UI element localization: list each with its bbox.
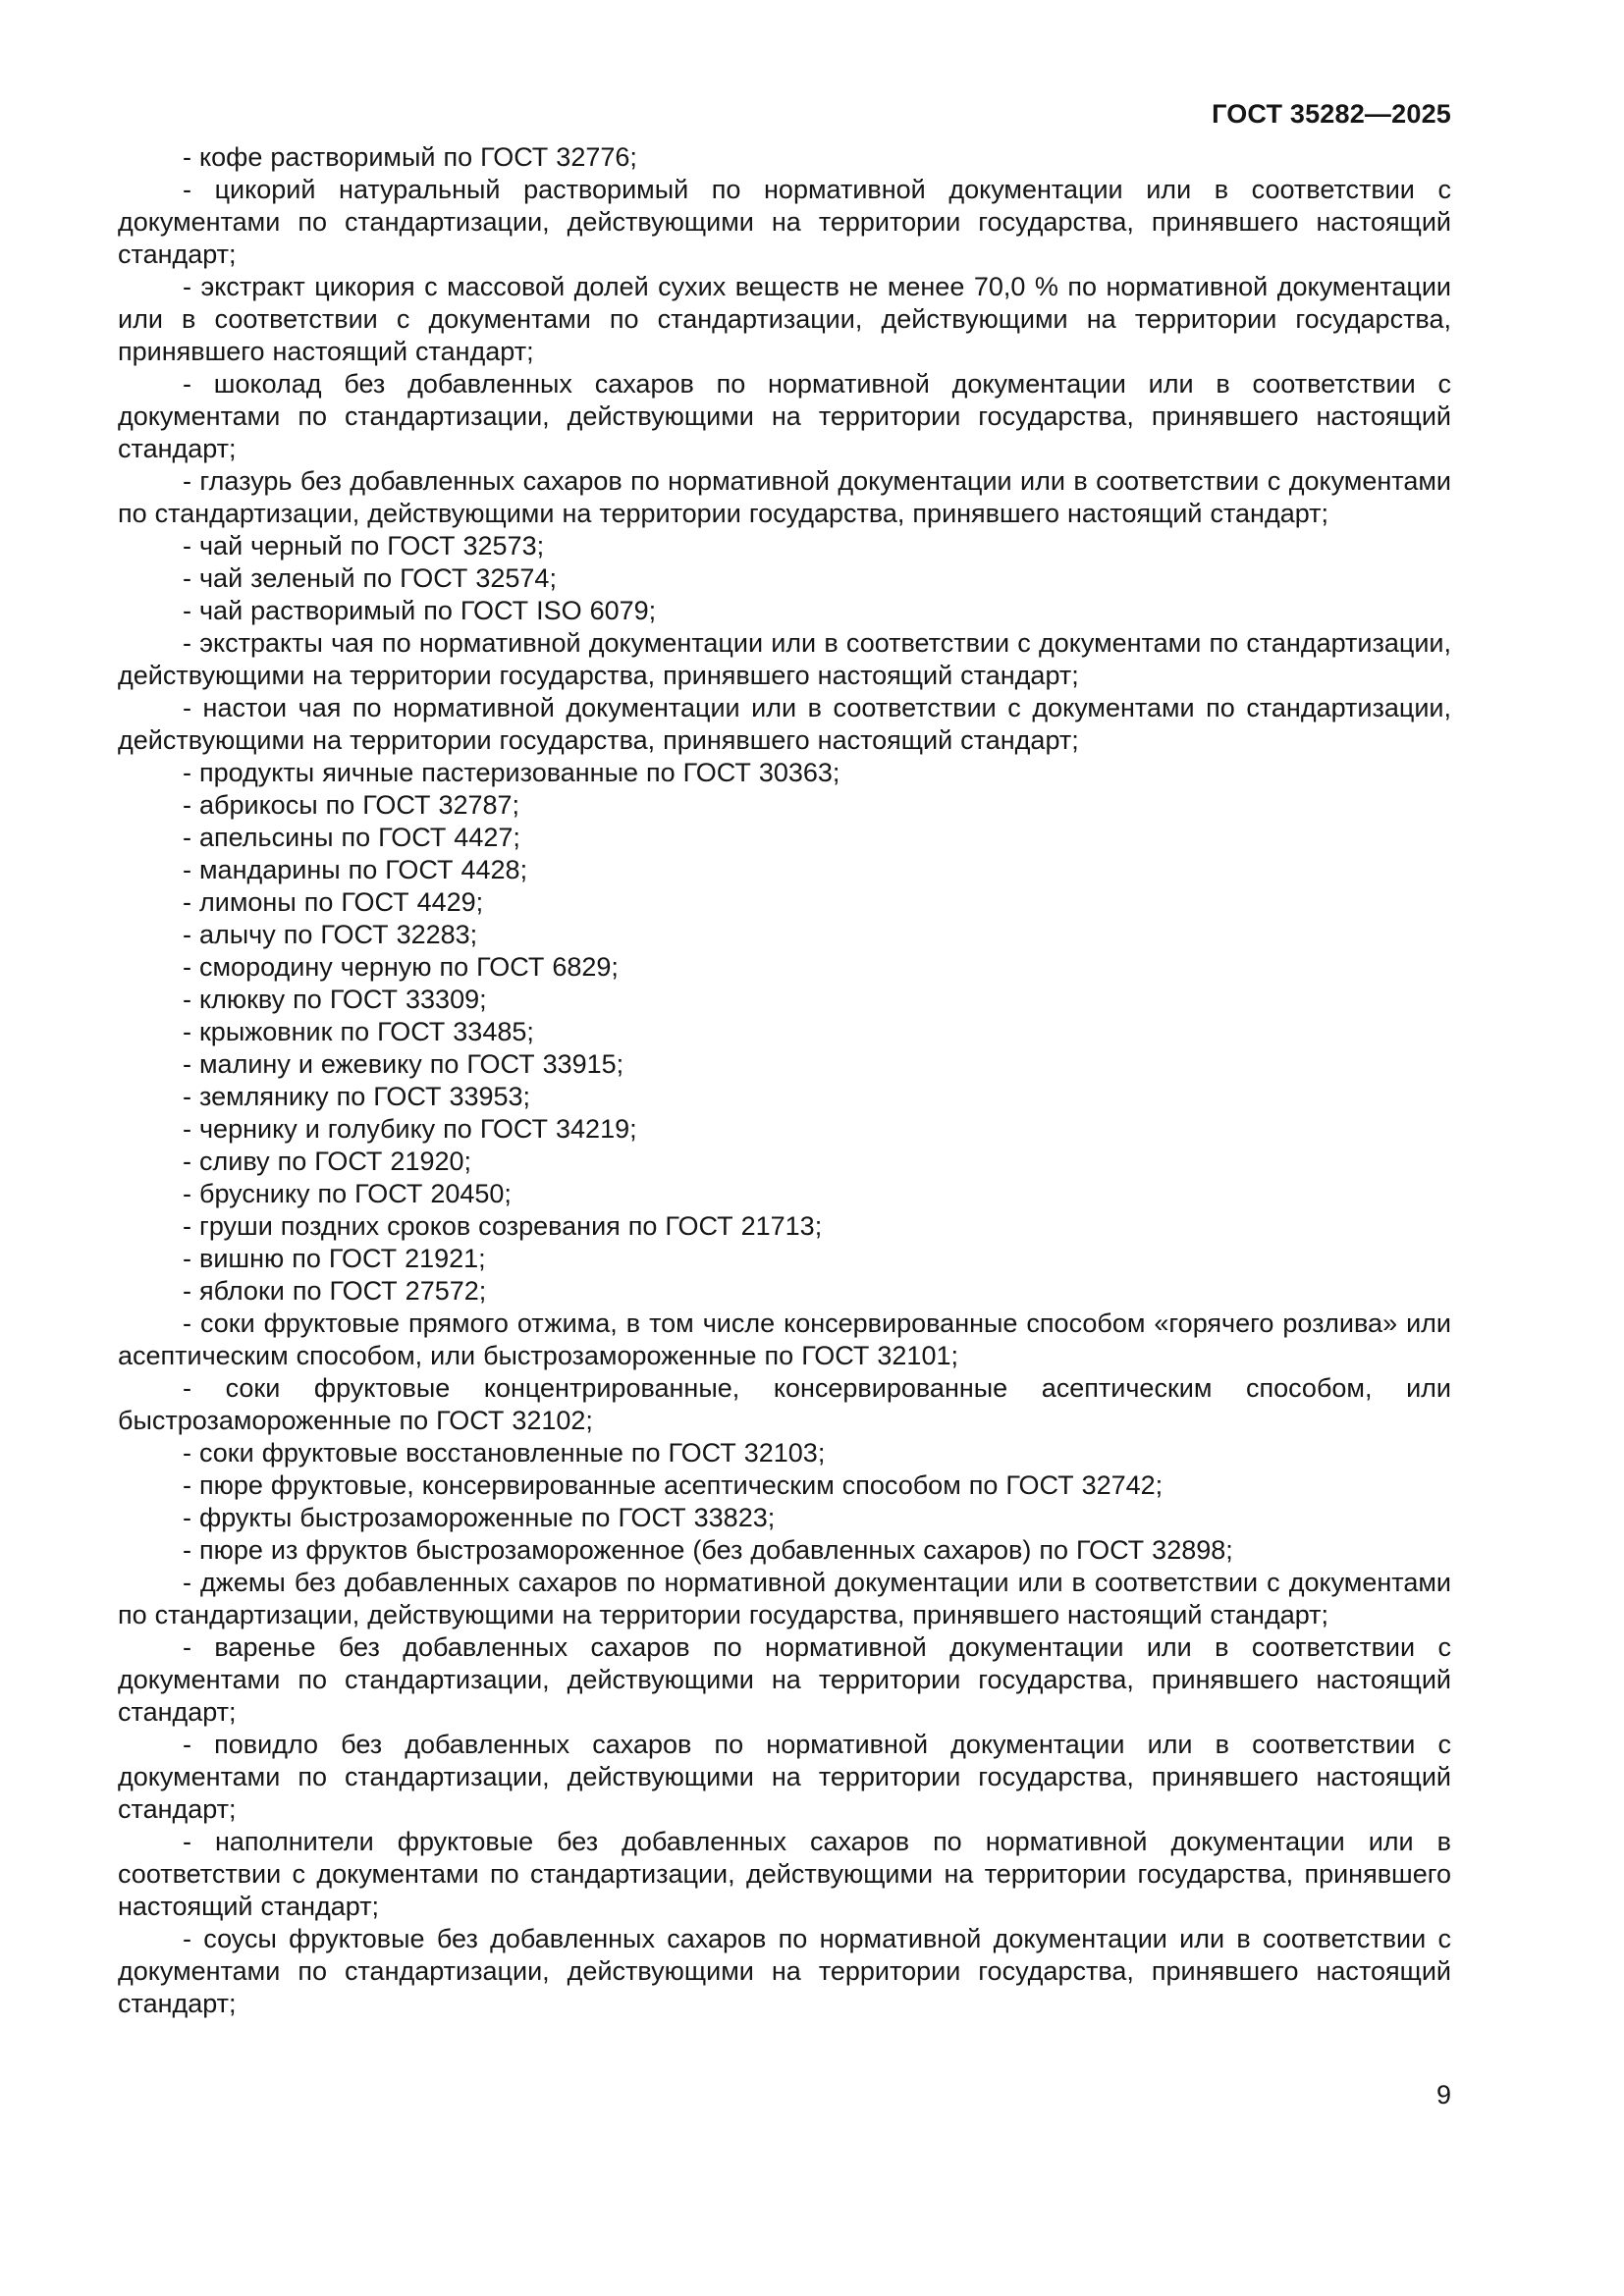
- list-item: - продукты яичные пастеризованные по ГОСТ 30363;: [183, 758, 840, 787]
- list-item: - чай черный по ГОСТ 32573;: [183, 531, 545, 561]
- list-item: - джемы без добавленных сахаров по нормативной документации или в соответствии с документами по стандартизации, действующими на территории государства, принявшего настоящий стандарт;: [118, 1568, 1451, 1629]
- list-item: - настои чая по нормативной документации или в соответствии с документами по стандартизации, действующими на территории государства, принявшего настоящий стандарт;: [118, 693, 1451, 755]
- list-item: - малину и ежевику по ГОСТ 33915;: [183, 1049, 624, 1079]
- list-item: - глазурь без добавленных сахаров по нормативной документации или в соответствии с документами по стандартизации, действующими на территории государства, принявшего настоящий стандарт;: [118, 466, 1451, 528]
- list-item: - бруснику по ГОСТ 20450;: [183, 1179, 512, 1208]
- list-item: - соки фруктовые прямого отжима, в том числе консервированные способом «горячего розлива» или асептическим способом, или быстрозамороженные по ГОСТ 32101;: [118, 1308, 1451, 1370]
- list-item: - абрикосы по ГОСТ 32787;: [183, 790, 520, 820]
- list-item: - смородину черную по ГОСТ 6829;: [183, 952, 619, 982]
- list-item: - варенье без добавленных сахаров по нормативной документации или в соответствии с документами по стандартизации, действующими на территории государства, принявшего настоящий стандарт;: [118, 1632, 1451, 1727]
- list-item: - экстракты чая по нормативной документации или в соответствии с документами по стандартизации, действующими на территории государства, принявшего настоящий стандарт;: [118, 628, 1451, 690]
- list-item: - землянику по ГОСТ 33953;: [183, 1082, 531, 1111]
- list-item: - пюре из фруктов быстрозамороженное (без добавленных сахаров) по ГОСТ 32898;: [183, 1535, 1233, 1565]
- list-item: - клюкву по ГОСТ 33309;: [183, 985, 487, 1014]
- list-item: - яблоки по ГОСТ 27572;: [183, 1276, 487, 1306]
- list-item: - соки фруктовые восстановленные по ГОСТ 32103;: [183, 1438, 826, 1468]
- list-item: - крыжовник по ГОСТ 33485;: [183, 1017, 534, 1046]
- list-item: - груши поздних сроков созревания по ГОСТ 21713;: [183, 1211, 823, 1241]
- list-item: - чай зеленый по ГОСТ 32574;: [183, 563, 557, 593]
- list-item: - чернику и голубику по ГОСТ 34219;: [183, 1114, 637, 1144]
- list-item: - цикорий натуральный растворимый по нормативной документации или в соответствии с документами по стандартизации, действующими на территории государства, принявшего настоящий стандарт;: [118, 175, 1451, 269]
- list-item: - кофе растворимый по ГОСТ 32776;: [183, 142, 637, 172]
- document-header: ГОСТ 35282—2025: [1212, 99, 1451, 129]
- list-item: - пюре фруктовые, консервированные асептическим способом по ГОСТ 32742;: [183, 1470, 1164, 1500]
- list-item: - соки фруктовые концентрированные, консервированные асептическим способом, или быстрозамороженные по ГОСТ 32102;: [118, 1373, 1451, 1435]
- list-item: - наполнители фруктовые без добавленных сахаров по нормативной документации или в соответствии с документами по стандартизации, действующими на территории государства, принявшего настоящий стандарт;: [118, 1827, 1451, 1921]
- list-item: - мандарины по ГОСТ 4428;: [183, 855, 528, 884]
- list-item: - повидло без добавленных сахаров по нормативной документации или в соответствии с документами по стандартизации, действующими на территории государства, принявшего настоящий стандарт;: [118, 1730, 1451, 1824]
- standards-list: [118, 141, 1451, 2020]
- list-item: - алычу по ГОСТ 32283;: [183, 920, 478, 949]
- list-item: - экстракт цикория с массовой долей сухих веществ не менее 70,0 % по нормативной документации или в соответствии с документами по стандартизации, действующими на территории государства, принявшего настоящий стандарт;: [118, 272, 1451, 366]
- list-item: - сливу по ГОСТ 21920;: [183, 1147, 472, 1176]
- list-item: - чай растворимый по ГОСТ ISO 6079;: [183, 596, 657, 625]
- list-item: - шоколад без добавленных сахаров по нормативной документации или в соответствии с документами по стандартизации, действующими на территории государства, принявшего настоящий стандарт;: [118, 369, 1451, 463]
- list-item: - лимоны по ГОСТ 4429;: [183, 887, 484, 917]
- list-item: - соусы фруктовые без добавленных сахаров по нормативной документации или в соответствии с документами по стандартизации, действующими на территории государства, принявшего настоящий стандарт;: [118, 1924, 1451, 2018]
- list-item: - вишню по ГОСТ 21921;: [183, 1244, 486, 1273]
- page-number: 9: [1435, 2080, 1451, 2109]
- list-item: - апельсины по ГОСТ 4427;: [183, 823, 520, 852]
- list-item: - фрукты быстрозамороженные по ГОСТ 33823;: [183, 1503, 776, 1532]
